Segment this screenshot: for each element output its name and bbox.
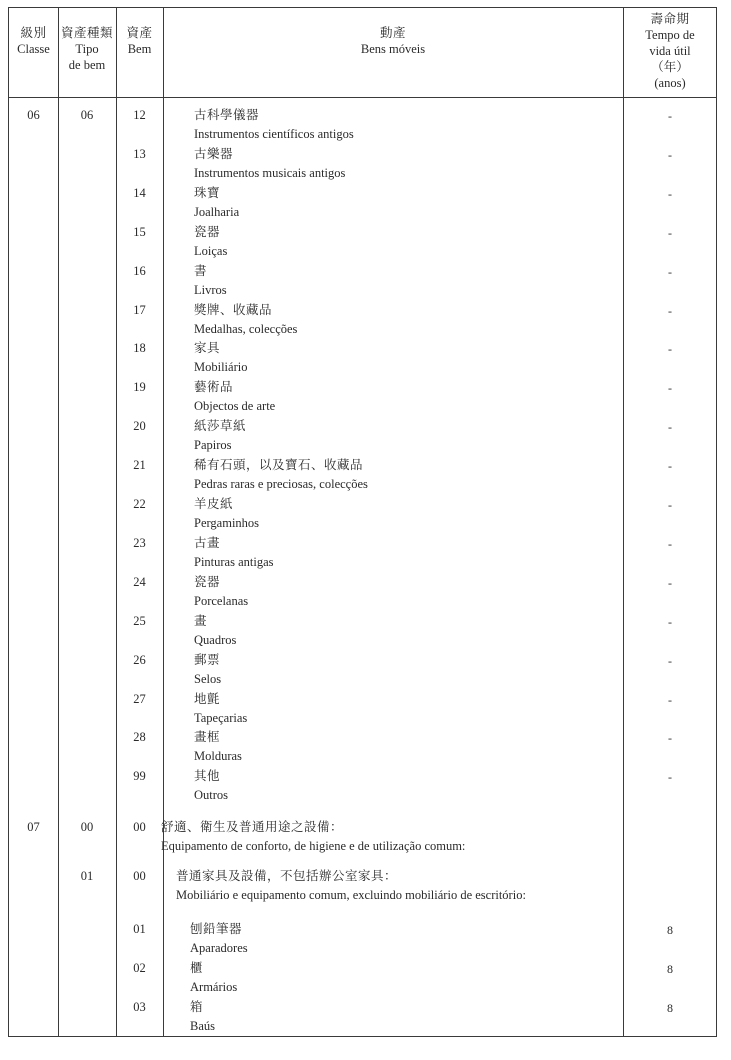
- bem-code: 02: [133, 960, 146, 975]
- item-name-pt: Armários: [190, 979, 238, 994]
- tempo-vida-util-value: -: [668, 381, 672, 396]
- item-name-zh: 獎牌、收藏品: [194, 302, 273, 317]
- tempo-vida-util-value: -: [668, 264, 672, 279]
- bem-code: 00: [133, 820, 146, 834]
- item-name-pt: Aparadores: [190, 941, 248, 955]
- item-name-pt: Outros: [194, 788, 229, 803]
- bem-code: 16: [133, 263, 146, 278]
- item-name-pt: Porcelanas: [194, 593, 249, 608]
- tipo-value: 00: [80, 820, 94, 834]
- item-name-pt: Pinturas antigas: [194, 554, 274, 569]
- item-name-pt: Livros: [194, 282, 227, 297]
- tempo-vida-util-value: -: [668, 536, 672, 551]
- tempo-vida-util-value: -: [668, 614, 672, 629]
- tempo-vida-util-value: 8: [667, 1000, 673, 1015]
- tempo-vida-util-value: -: [668, 186, 672, 201]
- tipo-value: 06: [80, 108, 94, 122]
- bem-code: 24: [133, 574, 146, 589]
- item-name-zh: 櫃: [190, 960, 204, 975]
- item-name-zh: 珠寶: [194, 185, 221, 200]
- bem-code: 01: [133, 922, 146, 936]
- bem-code: 17: [133, 302, 146, 317]
- tempo-vida-util-value: -: [668, 109, 672, 123]
- sub-label-pt: Mobiliário e equipamento comum, excluindo mobiliário de escritório:: [176, 888, 526, 902]
- header-bem: 資產 Bem: [126, 26, 153, 56]
- tempo-vida-util-value: -: [668, 303, 672, 318]
- item-name-zh: 書: [194, 263, 208, 278]
- item-name-zh: 稀有石頭，以及寶石、收藏品: [194, 458, 364, 473]
- item-name-zh: 畫框: [194, 730, 221, 745]
- bem-code: 28: [133, 730, 146, 745]
- item-name-zh: 箱: [190, 999, 204, 1014]
- item-name-zh: 刨鉛筆器: [190, 922, 243, 936]
- tempo-vida-util-value: -: [668, 225, 672, 240]
- bem-code: 12: [133, 108, 146, 122]
- bem-code: 26: [133, 652, 146, 667]
- tempo-vida-util-value: -: [668, 147, 672, 162]
- bem-code: 14: [133, 185, 146, 200]
- sub-label-zh: 普通家具及設備，不包括辦公室家具：: [176, 869, 398, 883]
- tempo-vida-util-value: 8: [667, 923, 673, 937]
- tempo-vida-util-value: -: [668, 498, 672, 512]
- item-name-pt: Instrumentos musicais antigos: [194, 165, 346, 180]
- header-tempo-vida-util: 壽命期 Tempo de vida útil （年） (anos): [645, 12, 695, 90]
- tempo-vida-util-value: -: [668, 692, 672, 707]
- bem-code: 22: [133, 497, 146, 511]
- tempo-vida-util-value: -: [668, 420, 672, 435]
- tempo-vida-util-value: -: [668, 575, 672, 590]
- item-name-pt: Papiros: [194, 438, 232, 453]
- bem-code: 20: [133, 419, 146, 434]
- item-name-zh: 瓷器: [194, 574, 221, 589]
- tempo-vida-util-value: -: [668, 342, 672, 357]
- column-divider: [163, 8, 164, 1036]
- header-bens-moveis: 動產 Bens móveis: [360, 26, 426, 56]
- item-name-zh: 古畫: [194, 535, 221, 550]
- bem-code: 13: [133, 146, 146, 161]
- item-name-zh: 紙莎草紙: [194, 419, 247, 434]
- item-name-zh: 郵票: [194, 652, 221, 667]
- item-name-zh: 古科學儀器: [194, 108, 260, 122]
- item-name-zh: 地氈: [194, 691, 221, 706]
- item-name-pt: Objectos de arte: [194, 399, 276, 414]
- item-name-zh: 羊皮紙: [194, 497, 234, 511]
- bem-code: 21: [133, 458, 146, 473]
- tempo-vida-util-value: 8: [667, 961, 673, 976]
- item-name-zh: 瓷器: [194, 224, 221, 239]
- bem-code: 03: [133, 999, 146, 1014]
- item-name-zh: 畫: [194, 613, 208, 628]
- tipo-value: 01: [80, 869, 94, 883]
- item-name-pt: Loiças: [194, 243, 228, 258]
- bem-code: 19: [133, 380, 146, 395]
- header-classe: 級別 Classe: [17, 26, 50, 56]
- bem-code: 99: [133, 769, 146, 784]
- bem-code: 23: [133, 535, 146, 550]
- classe-value: 06: [27, 108, 40, 122]
- item-name-pt: Molduras: [194, 749, 242, 764]
- item-name-pt: Baús: [190, 1018, 215, 1033]
- item-name-pt: Quadros: [194, 632, 237, 647]
- item-name-zh: 藝術品: [194, 380, 234, 395]
- bem-code: 15: [133, 224, 146, 239]
- classe-value: 07: [27, 820, 40, 834]
- item-name-zh: 其他: [194, 769, 221, 784]
- group-label-pt: Equipamento de conforto, de higiene e de utilização comum:: [161, 839, 466, 853]
- item-name-pt: Instrumentos científicos antigos: [194, 127, 354, 141]
- group-label-zh: 舒適、衛生及普通用途之設備：: [161, 820, 344, 834]
- item-name-pt: Mobiliário: [194, 360, 248, 375]
- item-name-zh: 古樂器: [194, 146, 234, 161]
- header-tipo: 資產種類 Tipo de bem: [60, 26, 113, 72]
- item-name-pt: Tapeçarias: [194, 710, 248, 725]
- item-name-zh: 家具: [194, 341, 221, 356]
- item-name-pt: Selos: [194, 671, 222, 686]
- bem-code: 18: [133, 341, 146, 356]
- item-name-pt: Joalharia: [194, 204, 240, 219]
- bem-code: 25: [133, 613, 146, 628]
- item-name-pt: Pedras raras e preciosas, colecções: [194, 477, 368, 492]
- item-name-pt: Medalhas, colecções: [194, 321, 298, 336]
- asset-table: [8, 7, 717, 1037]
- bem-code: 00: [133, 869, 146, 883]
- header-divider: [9, 97, 716, 98]
- item-name-pt: Pergaminhos: [194, 516, 260, 530]
- tempo-vida-util-value: -: [668, 731, 672, 746]
- tempo-vida-util-value: -: [668, 459, 672, 474]
- tempo-vida-util-value: -: [668, 770, 672, 785]
- tempo-vida-util-value: -: [668, 653, 672, 668]
- bem-code: 27: [133, 691, 146, 706]
